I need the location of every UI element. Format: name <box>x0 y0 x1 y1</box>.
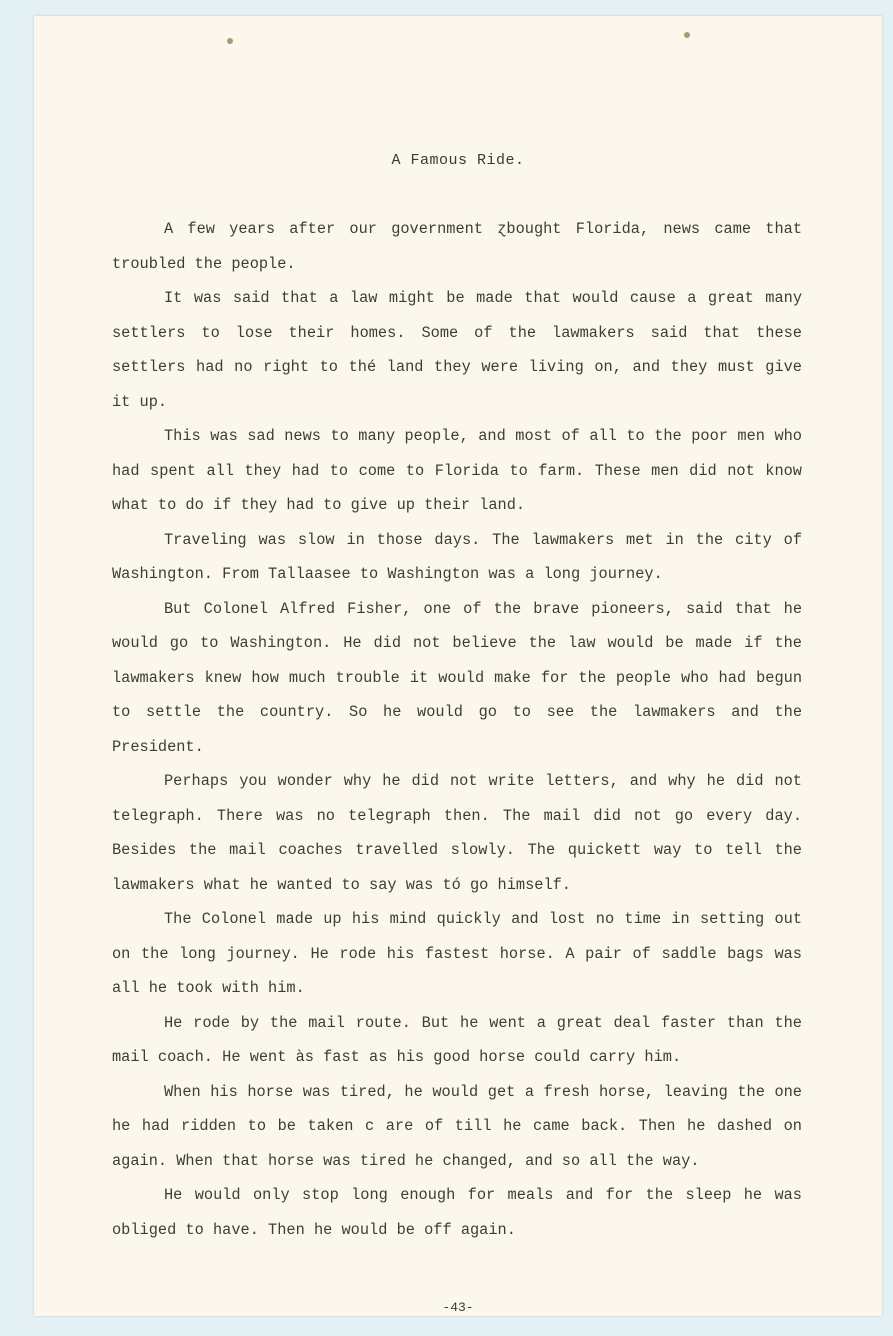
paragraph: The Colonel made up his mind quickly and lost no time in setting out on the long journey. He rode his fastest horse. A pair of saddle bags was all he took with him. <box>112 910 802 997</box>
page-number: -43- <box>442 1300 474 1315</box>
paragraph: When his horse was tired, he would get a fresh horse, leaving the one he had ridden to be taken c are of till he came back. Then he dashed on again. When that horse was tired he changed, and so all the way. <box>112 1082 802 1170</box>
paragraph: Perhaps you wonder why he did not write letters, and why he did not telegraph. There was no telegraph then. The mail did not go every day. Besides the mail coaches travelled slowly. The quickett way to tell the lawmakers what he wanted to say was tó go himself. <box>112 772 802 894</box>
punch-hole-mark <box>684 32 690 38</box>
paragraph: A few years after our government ɀbought Florida, news came that troubled the people. <box>112 220 802 273</box>
paragraph: This was sad news to many people, and most of all to the poor men who had spent all they had to come to Florida to farm. These men did not know what to do if they had to give up their land. <box>112 427 802 514</box>
paragraph: Traveling was slow in those days. The lawmakers met in the city of Washington. From Tallaasee to Washington was a long journey. <box>112 530 802 583</box>
paragraph: But Colonel Alfred Fisher, one of the brave pioneers, said that he would go to Washington. He did not believe the law would be made if the lawmakers knew how much trouble it would make for the people who had begun to settle the country. So he would go to see the lawmakers and the President. <box>112 599 802 756</box>
paragraph: It was said that a law might be made that would cause a great many settlers to lose their homes. Some of the lawmakers said that these settlers had no right to thé land they were living on, and they must give it up. <box>112 289 802 411</box>
page-title: A Famous Ride. <box>391 152 525 169</box>
document-page <box>34 16 882 1316</box>
punch-hole-mark <box>227 38 233 44</box>
body-text <box>112 212 802 1247</box>
paragraph: He would only stop long enough for meals and for the sleep he was obliged to have. Then he would be off again. <box>112 1186 802 1239</box>
paragraph: He rode by the mail route. But he went a great deal faster than the mail coach. He went às fast as his good horse could carry him. <box>112 1013 802 1066</box>
